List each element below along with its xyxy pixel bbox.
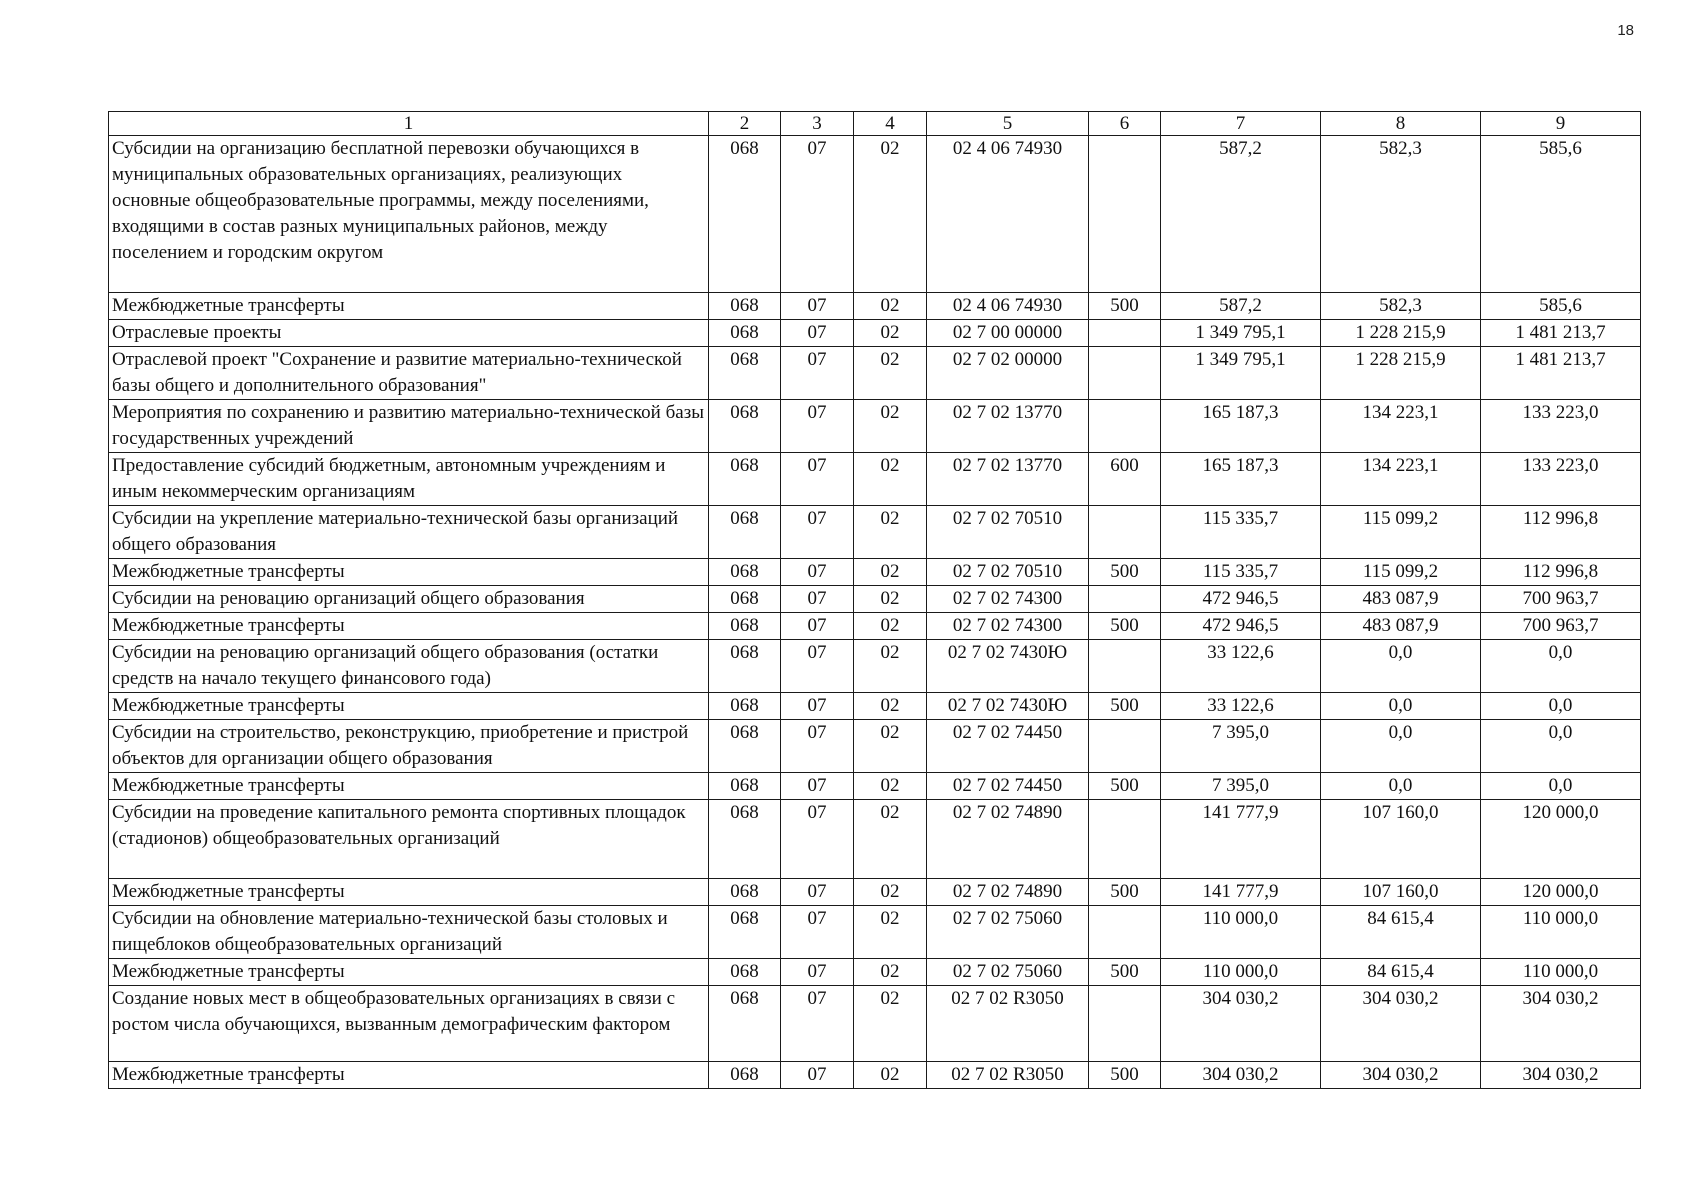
cell-target-article: 02 7 00 00000	[927, 320, 1089, 347]
table-row	[109, 879, 1641, 906]
cell-amount-7: 110 000,0	[1161, 906, 1321, 959]
cell-section: 07	[781, 879, 854, 906]
cell-section: 07	[781, 136, 854, 293]
cell-expense-type	[1089, 320, 1161, 347]
row-name: Межбюджетные трансферты	[109, 959, 709, 986]
row-name: Межбюджетные трансферты	[109, 879, 709, 906]
cell-admin-code: 068	[709, 879, 781, 906]
cell-expense-type	[1089, 400, 1161, 453]
header-cell: 2	[709, 112, 781, 136]
budget-table	[108, 111, 1641, 1089]
cell-subsection: 02	[854, 693, 927, 720]
cell-admin-code: 068	[709, 559, 781, 586]
cell-admin-code: 068	[709, 800, 781, 879]
cell-expense-type	[1089, 586, 1161, 613]
cell-amount-9: 700 963,7	[1481, 613, 1641, 640]
cell-subsection: 02	[854, 720, 927, 773]
cell-target-article: 02 7 02 74890	[927, 879, 1089, 906]
cell-expense-type	[1089, 906, 1161, 959]
cell-amount-7: 304 030,2	[1161, 1062, 1321, 1089]
cell-amount-9: 585,6	[1481, 136, 1641, 293]
cell-expense-type	[1089, 347, 1161, 400]
table-row	[109, 959, 1641, 986]
cell-expense-type: 600	[1089, 453, 1161, 506]
cell-amount-7: 141 777,9	[1161, 879, 1321, 906]
cell-amount-9: 112 996,8	[1481, 559, 1641, 586]
cell-subsection: 02	[854, 559, 927, 586]
cell-subsection: 02	[854, 986, 927, 1062]
cell-subsection: 02	[854, 879, 927, 906]
row-name: Предоставление субсидий бюджетным, автономным учреждениям и иным некоммерческим организациям	[109, 453, 709, 506]
header-cell: 6	[1089, 112, 1161, 136]
cell-subsection: 02	[854, 347, 927, 400]
cell-target-article: 02 7 02 74890	[927, 800, 1089, 879]
cell-target-article: 02 7 02 74450	[927, 773, 1089, 800]
cell-amount-7: 33 122,6	[1161, 693, 1321, 720]
cell-section: 07	[781, 613, 854, 640]
cell-amount-8: 0,0	[1321, 773, 1481, 800]
cell-amount-9: 700 963,7	[1481, 586, 1641, 613]
cell-amount-8: 304 030,2	[1321, 986, 1481, 1062]
cell-amount-7: 472 946,5	[1161, 586, 1321, 613]
cell-target-article: 02 7 02 R3050	[927, 986, 1089, 1062]
table-row	[109, 453, 1641, 506]
row-name: Субсидии на реновацию организаций общего образования	[109, 586, 709, 613]
cell-target-article: 02 7 02 75060	[927, 906, 1089, 959]
cell-amount-9: 1 481 213,7	[1481, 347, 1641, 400]
cell-section: 07	[781, 320, 854, 347]
table-row	[109, 906, 1641, 959]
page-number: 18	[1617, 22, 1634, 39]
cell-amount-7: 33 122,6	[1161, 640, 1321, 693]
cell-section: 07	[781, 959, 854, 986]
row-name: Межбюджетные трансферты	[109, 559, 709, 586]
cell-amount-7: 165 187,3	[1161, 400, 1321, 453]
cell-admin-code: 068	[709, 959, 781, 986]
cell-subsection: 02	[854, 320, 927, 347]
cell-amount-8: 84 615,4	[1321, 959, 1481, 986]
cell-section: 07	[781, 506, 854, 559]
table-row	[109, 1062, 1641, 1089]
table-row	[109, 986, 1641, 1062]
cell-amount-8: 304 030,2	[1321, 1062, 1481, 1089]
cell-amount-8: 582,3	[1321, 293, 1481, 320]
header-cell: 1	[109, 112, 709, 136]
cell-amount-7: 1 349 795,1	[1161, 347, 1321, 400]
table-row	[109, 586, 1641, 613]
cell-amount-8: 134 223,1	[1321, 453, 1481, 506]
cell-admin-code: 068	[709, 613, 781, 640]
table-row	[109, 720, 1641, 773]
cell-amount-9: 120 000,0	[1481, 800, 1641, 879]
cell-amount-7: 115 335,7	[1161, 506, 1321, 559]
cell-amount-7: 110 000,0	[1161, 959, 1321, 986]
cell-section: 07	[781, 986, 854, 1062]
cell-amount-8: 107 160,0	[1321, 800, 1481, 879]
cell-subsection: 02	[854, 293, 927, 320]
cell-admin-code: 068	[709, 136, 781, 293]
cell-amount-8: 1 228 215,9	[1321, 347, 1481, 400]
cell-expense-type	[1089, 640, 1161, 693]
cell-subsection: 02	[854, 773, 927, 800]
cell-target-article: 02 7 02 7430Ю	[927, 640, 1089, 693]
cell-admin-code: 068	[709, 400, 781, 453]
cell-amount-8: 115 099,2	[1321, 506, 1481, 559]
cell-amount-9: 585,6	[1481, 293, 1641, 320]
row-name: Субсидии на обновление материально-технической базы столовых и пищеблоков общеобразовательных организаций	[109, 906, 709, 959]
cell-subsection: 02	[854, 640, 927, 693]
header-cell: 9	[1481, 112, 1641, 136]
table-row	[109, 613, 1641, 640]
cell-target-article: 02 7 02 74450	[927, 720, 1089, 773]
cell-target-article: 02 7 02 70510	[927, 506, 1089, 559]
cell-amount-9: 1 481 213,7	[1481, 320, 1641, 347]
cell-target-article: 02 7 02 00000	[927, 347, 1089, 400]
cell-expense-type	[1089, 506, 1161, 559]
cell-section: 07	[781, 720, 854, 773]
cell-amount-8: 0,0	[1321, 640, 1481, 693]
header-row	[109, 112, 1641, 136]
cell-section: 07	[781, 559, 854, 586]
header-cell: 7	[1161, 112, 1321, 136]
cell-admin-code: 068	[709, 773, 781, 800]
cell-subsection: 02	[854, 586, 927, 613]
row-name: Межбюджетные трансферты	[109, 293, 709, 320]
cell-expense-type: 500	[1089, 1062, 1161, 1089]
cell-amount-9: 0,0	[1481, 720, 1641, 773]
cell-amount-9: 120 000,0	[1481, 879, 1641, 906]
cell-amount-7: 587,2	[1161, 136, 1321, 293]
cell-amount-9: 304 030,2	[1481, 986, 1641, 1062]
cell-amount-8: 483 087,9	[1321, 613, 1481, 640]
cell-admin-code: 068	[709, 906, 781, 959]
header-cell: 4	[854, 112, 927, 136]
cell-target-article: 02 7 02 13770	[927, 400, 1089, 453]
cell-target-article: 02 4 06 74930	[927, 136, 1089, 293]
row-name: Субсидии на организацию бесплатной перевозки обучающихся в муниципальных образовательных организациях, реализующих основные общеобразовательные программы, между поселениями, входящими в состав разных муниципальных районов, между поселением и городским округом	[109, 136, 709, 293]
header-cell: 8	[1321, 112, 1481, 136]
cell-subsection: 02	[854, 400, 927, 453]
cell-admin-code: 068	[709, 586, 781, 613]
table-row	[109, 559, 1641, 586]
cell-target-article: 02 7 02 74300	[927, 586, 1089, 613]
cell-admin-code: 068	[709, 293, 781, 320]
cell-admin-code: 068	[709, 320, 781, 347]
cell-amount-7: 304 030,2	[1161, 986, 1321, 1062]
cell-expense-type	[1089, 986, 1161, 1062]
cell-admin-code: 068	[709, 640, 781, 693]
row-name: Субсидии на строительство, реконструкцию, приобретение и пристрой объектов для организации общего образования	[109, 720, 709, 773]
cell-section: 07	[781, 293, 854, 320]
cell-target-article: 02 7 02 7430Ю	[927, 693, 1089, 720]
cell-subsection: 02	[854, 959, 927, 986]
cell-amount-8: 0,0	[1321, 720, 1481, 773]
cell-amount-9: 0,0	[1481, 693, 1641, 720]
cell-subsection: 02	[854, 613, 927, 640]
cell-amount-8: 84 615,4	[1321, 906, 1481, 959]
table-row	[109, 400, 1641, 453]
cell-section: 07	[781, 453, 854, 506]
cell-section: 07	[781, 693, 854, 720]
cell-section: 07	[781, 906, 854, 959]
cell-subsection: 02	[854, 136, 927, 293]
row-name: Создание новых мест в общеобразовательных организациях в связи с ростом числа обучающихся, вызванным демографическим фактором	[109, 986, 709, 1062]
cell-section: 07	[781, 640, 854, 693]
header-cell: 5	[927, 112, 1089, 136]
cell-amount-9: 304 030,2	[1481, 1062, 1641, 1089]
row-name: Мероприятия по сохранению и развитию материально-технической базы государственных учреждений	[109, 400, 709, 453]
cell-subsection: 02	[854, 906, 927, 959]
cell-expense-type: 500	[1089, 693, 1161, 720]
cell-amount-8: 582,3	[1321, 136, 1481, 293]
cell-amount-7: 1 349 795,1	[1161, 320, 1321, 347]
row-name: Межбюджетные трансферты	[109, 773, 709, 800]
cell-amount-9: 133 223,0	[1481, 453, 1641, 506]
cell-expense-type: 500	[1089, 773, 1161, 800]
row-name: Субсидии на реновацию организаций общего образования (остатки средств на начало текущего финансового года)	[109, 640, 709, 693]
row-name: Субсидии на укрепление материально-технической базы организаций общего образования	[109, 506, 709, 559]
table-row	[109, 640, 1641, 693]
cell-amount-9: 133 223,0	[1481, 400, 1641, 453]
cell-admin-code: 068	[709, 1062, 781, 1089]
cell-target-article: 02 7 02 R3050	[927, 1062, 1089, 1089]
table-row	[109, 773, 1641, 800]
cell-expense-type: 500	[1089, 959, 1161, 986]
cell-expense-type: 500	[1089, 293, 1161, 320]
cell-expense-type: 500	[1089, 613, 1161, 640]
cell-subsection: 02	[854, 506, 927, 559]
cell-expense-type: 500	[1089, 879, 1161, 906]
header-cell: 3	[781, 112, 854, 136]
table-row	[109, 800, 1641, 879]
cell-admin-code: 068	[709, 693, 781, 720]
cell-admin-code: 068	[709, 453, 781, 506]
cell-amount-7: 472 946,5	[1161, 613, 1321, 640]
table-row	[109, 347, 1641, 400]
cell-amount-7: 7 395,0	[1161, 720, 1321, 773]
cell-amount-9: 0,0	[1481, 640, 1641, 693]
cell-subsection: 02	[854, 1062, 927, 1089]
table-row	[109, 320, 1641, 347]
table-row	[109, 293, 1641, 320]
cell-target-article: 02 7 02 74300	[927, 613, 1089, 640]
cell-expense-type	[1089, 800, 1161, 879]
table-row	[109, 136, 1641, 293]
row-name: Межбюджетные трансферты	[109, 1062, 709, 1089]
cell-amount-9: 110 000,0	[1481, 959, 1641, 986]
cell-amount-7: 115 335,7	[1161, 559, 1321, 586]
cell-amount-8: 0,0	[1321, 693, 1481, 720]
cell-amount-7: 7 395,0	[1161, 773, 1321, 800]
cell-section: 07	[781, 1062, 854, 1089]
cell-target-article: 02 7 02 75060	[927, 959, 1089, 986]
cell-amount-8: 115 099,2	[1321, 559, 1481, 586]
cell-admin-code: 068	[709, 986, 781, 1062]
cell-expense-type	[1089, 720, 1161, 773]
row-name: Межбюджетные трансферты	[109, 613, 709, 640]
cell-amount-7: 141 777,9	[1161, 800, 1321, 879]
table-row	[109, 506, 1641, 559]
cell-subsection: 02	[854, 453, 927, 506]
cell-amount-7: 587,2	[1161, 293, 1321, 320]
row-name: Отраслевой проект "Сохранение и развитие материально-технической базы общего и дополнительного образования"	[109, 347, 709, 400]
cell-target-article: 02 7 02 70510	[927, 559, 1089, 586]
row-name: Межбюджетные трансферты	[109, 693, 709, 720]
cell-amount-9: 0,0	[1481, 773, 1641, 800]
cell-amount-8: 483 087,9	[1321, 586, 1481, 613]
cell-amount-7: 165 187,3	[1161, 453, 1321, 506]
row-name: Отраслевые проекты	[109, 320, 709, 347]
cell-amount-9: 110 000,0	[1481, 906, 1641, 959]
cell-amount-8: 107 160,0	[1321, 879, 1481, 906]
cell-subsection: 02	[854, 800, 927, 879]
table-row	[109, 693, 1641, 720]
cell-amount-8: 1 228 215,9	[1321, 320, 1481, 347]
cell-target-article: 02 4 06 74930	[927, 293, 1089, 320]
cell-admin-code: 068	[709, 720, 781, 773]
cell-amount-8: 134 223,1	[1321, 400, 1481, 453]
cell-section: 07	[781, 347, 854, 400]
cell-expense-type: 500	[1089, 559, 1161, 586]
cell-admin-code: 068	[709, 347, 781, 400]
cell-amount-9: 112 996,8	[1481, 506, 1641, 559]
cell-target-article: 02 7 02 13770	[927, 453, 1089, 506]
cell-admin-code: 068	[709, 506, 781, 559]
cell-section: 07	[781, 773, 854, 800]
cell-section: 07	[781, 586, 854, 613]
cell-expense-type	[1089, 136, 1161, 293]
cell-section: 07	[781, 800, 854, 879]
row-name: Субсидии на проведение капитального ремонта спортивных площадок (стадионов) общеобразовательных организаций	[109, 800, 709, 879]
cell-section: 07	[781, 400, 854, 453]
